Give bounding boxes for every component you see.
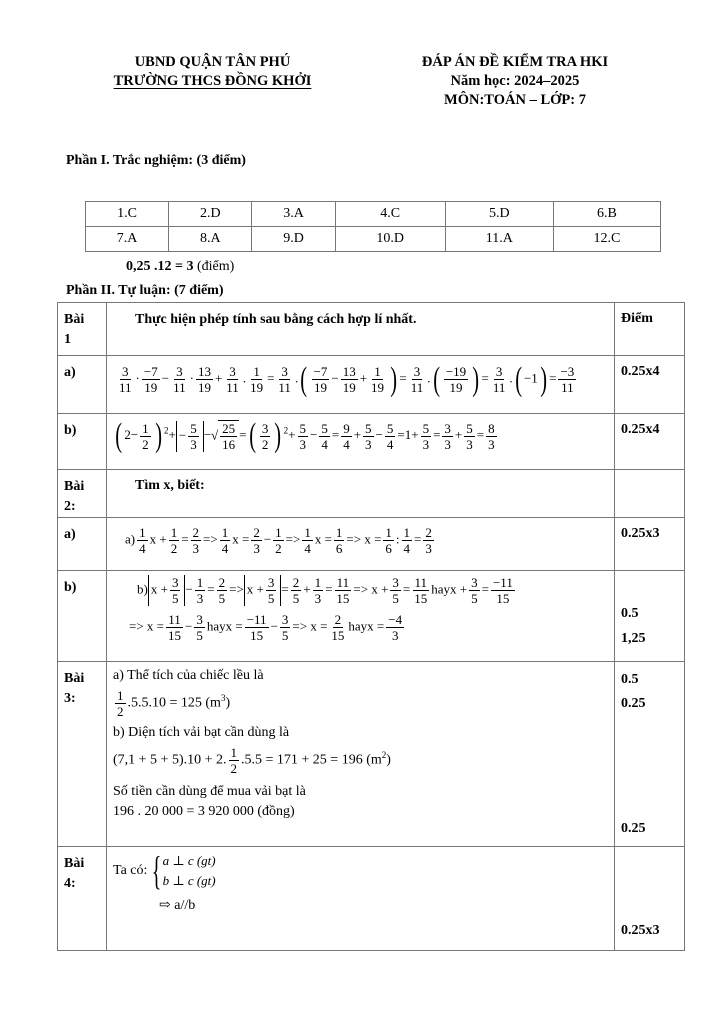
- bai4-label: Bài 4:: [58, 847, 107, 951]
- bai1b-points: 0.25x4: [615, 414, 685, 470]
- answer-cell: 10.D: [335, 227, 445, 252]
- bai3-points-3: 0.25: [621, 821, 646, 836]
- answer-cell: 2.D: [169, 202, 252, 227]
- school-header: [100, 53, 325, 91]
- bai2b-points-1: 0.5: [621, 606, 639, 621]
- essay-table: [57, 302, 685, 951]
- bai3-line4a: (7,1 + 5 + 5).10 + 2.: [113, 752, 227, 768]
- implies-arrow-icon: ⇨: [159, 898, 171, 913]
- bai2b-points-2: 1,25: [621, 631, 646, 646]
- bai4-prefix: Ta có:: [113, 863, 148, 878]
- bai4-points-cell: [615, 847, 685, 951]
- bai2b-row: [58, 571, 685, 662]
- bai2a-work: a) $\frac{1}{4}$ x + $\frac{1}{2}$ = $\frac{2}{3}$ => $\frac{1}{4}$ x = $\frac{2}{3}$ − $\frac{1}{2}$ => $\frac{1}{4}$ x = $\frac{1}{6}$ => x = $\frac{1}{6}$ : $\frac{1}{4}$ = $\frac{2}{3}$: [107, 518, 615, 571]
- bai4-row: [58, 847, 685, 951]
- part1-title: Phần I. Trắc nghiệm: (3 điểm): [66, 153, 246, 168]
- bai3-points-2: 0.25: [621, 696, 646, 711]
- bai2a-row: [58, 518, 685, 571]
- exam-header: [395, 53, 635, 110]
- bai3-work: a) Thể tích của chiếc lều là $\frac{1}{2}$ .5.5.10 = 125 $(m^3)$ b) Diện tích vải bạt cần dùng là (7,1 + 5 + 5).10 + 2. $\frac{1}{2}$ .5.5 = 171 + 25 = 196 $(m^2)$ Số tiền cần dùng để mua vải bạt là 196 . 20 000 = 3 920 000 (đồng): [107, 662, 615, 847]
- bai1b-label: b): [58, 414, 107, 470]
- bai3-points: [615, 662, 685, 847]
- school-name: TRƯỜNG THCS ĐỒNG KHỞI: [113, 73, 312, 89]
- bai4-cond1: a ⊥ c (gt): [162, 853, 216, 868]
- bai2b-points: [615, 571, 685, 662]
- bai3-line2: .5.5.10 = 125 (m: [127, 695, 221, 711]
- answer-cell: 8.A: [169, 227, 252, 252]
- bai1a-work: $\frac{3}{11}$ · $\frac{-7}{19}$ − $\frac{3}{11}$ · $\frac{13}{19}$ + $\frac{3}{11}$ . $\frac{1}{19}$ = $\frac{3}{11}$ .( $\frac{-7}{19}$ − $\frac{13}{19}$ + $\frac{1}{19}$ ) = $\frac{3}{11}$ .( $\frac{-19}{19}$ ) = $\frac{3}{11}$ .( −1) = $\frac{-3}{11}$: [107, 356, 615, 414]
- exam-title: ĐÁP ÁN ĐỀ KIỂM TRA HKI: [421, 54, 609, 70]
- bai2a-points: 0.25x3: [615, 518, 685, 571]
- bai3-points-1: 0.5: [621, 672, 639, 687]
- bai3-line1: a) Thể tích của chiếc lều là: [113, 668, 264, 683]
- answer-cell: 9.D: [252, 227, 335, 252]
- bai2b-work: b) x + $\frac{3}{5}$ − $\frac{1}{3}$ = $\frac{2}{5}$ => x + $\frac{3}{5}$ = $\frac{2}{5}$ + $\frac{1}{3}$ = $\frac{11}{15}$ => x + $\frac{3}{5}$ = $\frac{11}{15}$ hayx + $\frac{3}{5}$ = $\frac{-11}{15}$ => x = $\frac{11}{15}$ − $\frac{3}{5}$ hayx = $\frac{-11}{15}$ − $\frac{3}{5}$ => x = $\frac{2}{15}$ hayx = $\frac{-4}{3}$: [107, 571, 615, 662]
- answer-cell: 1.C: [86, 202, 169, 227]
- answer-cell: 4.C: [335, 202, 445, 227]
- answer-cell: 5.D: [445, 202, 553, 227]
- school-year: Năm học: 2024–2025: [450, 73, 580, 89]
- bai3-row: [58, 662, 685, 847]
- answer-cell: 12.C: [553, 227, 660, 252]
- answer-row-2: [86, 227, 661, 252]
- answer-table: [85, 201, 661, 252]
- part1-score: [126, 259, 234, 275]
- brace-icon: {: [152, 848, 162, 893]
- answer-cell: 3.A: [252, 202, 335, 227]
- bai3-label: Bài 3:: [58, 662, 107, 847]
- district-name: UBND QUẬN TÂN PHÚ: [134, 54, 291, 70]
- points-header: Điểm: [615, 303, 685, 356]
- score-formula: 0,25 .12 = 3: [126, 259, 194, 274]
- bai3-line6: 196 . 20 000 = 3 920 000 (đồng): [113, 804, 295, 819]
- score-unit: (điểm): [196, 259, 235, 274]
- bai2a-label: a): [58, 518, 107, 571]
- bai1b-work: ( 2− $\frac{1}{2}$ ) $^2$+ − $\frac{5}{3}$ −√ $\frac{25}{16}$ =( $\frac{3}{2}$ ) $^2$+ $\frac{5}{3}$ − $\frac{5}{4}$ = $\frac{9}{4}$ + $\frac{5}{3}$ − $\frac{5}{4}$ =1+ $\frac{5}{3}$ = $\frac{3}{3}$ + $\frac{5}{3}$ = $\frac{8}{3}$: [107, 414, 615, 470]
- bai1a-label: a): [58, 356, 107, 414]
- bai1-label: Bài 1: [58, 303, 107, 356]
- answer-cell: 6.B: [553, 202, 660, 227]
- bai1-header-row: [58, 303, 685, 356]
- bai3-line3: b) Diện tích vải bạt cần dùng là: [113, 725, 290, 740]
- bai1a-points: 0.25x4: [615, 356, 685, 414]
- bai2-title: Tìm x, biết:: [107, 470, 615, 518]
- part2-title: Phần II. Tự luận: (7 điểm): [66, 283, 224, 298]
- bai3-line5: Số tiền cần dùng để mua vải bạt là: [113, 784, 306, 799]
- answer-cell: 11.A: [445, 227, 553, 252]
- bai1b-row: [58, 414, 685, 470]
- bai2b-label: b): [58, 571, 107, 662]
- bai2-label: Bài 2:: [58, 470, 107, 518]
- bai4-cond2: b ⊥ c (gt): [162, 873, 216, 888]
- bai4-conclusion: a//b: [174, 898, 196, 913]
- bai1-title: Thực hiện phép tính sau bằng cách hợp lí nhất.: [107, 303, 615, 356]
- answer-cell: 7.A: [86, 227, 169, 252]
- subject: MÔN:TOÁN – LỚP: 7: [444, 92, 586, 108]
- answer-row-1: [86, 202, 661, 227]
- bai1a-row: [58, 356, 685, 414]
- bai2-header-row: [58, 470, 685, 518]
- bai4-work: [107, 847, 615, 951]
- bai3-line4b: .5.5 = 171 + 25 = 196 (m: [241, 752, 382, 768]
- bai4-points: 0.25x3: [621, 923, 660, 938]
